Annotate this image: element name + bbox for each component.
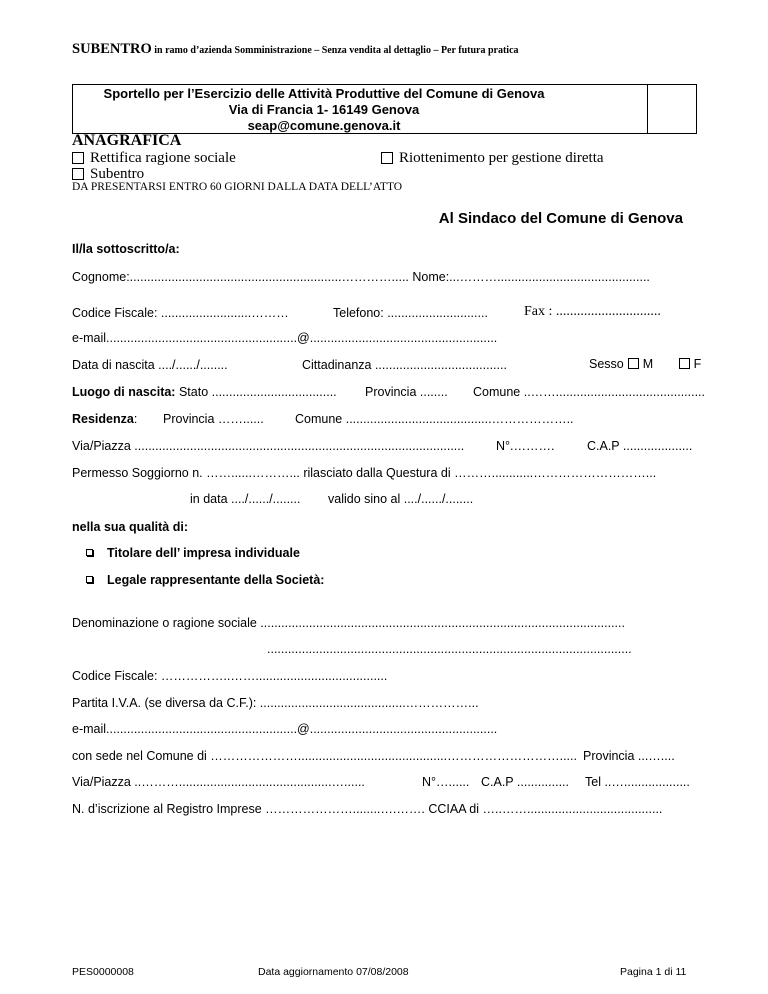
riottenimento-label: Riottenimento per gestione diretta xyxy=(399,150,604,166)
document-header-subtitle: in ramo d’azienda Somministrazione – Senza vendita al dettaglio – Per futura pratica xyxy=(151,45,519,56)
denominazione-field[interactable]: Denominazione o ragione sociale ......................................................................................................... xyxy=(72,616,625,630)
qualita-title: nella sua qualità di: xyxy=(72,520,188,534)
telefono-field[interactable]: Telefono: ............................. xyxy=(333,306,488,320)
titolare-checkbox-icon[interactable] xyxy=(86,549,93,556)
societa-numero-field[interactable]: N°…...... xyxy=(422,775,470,789)
footer-updated: Data aggiornamento 07/08/2008 xyxy=(258,966,409,978)
denominazione-field-cont[interactable]: ......................................................................................................... xyxy=(267,642,632,656)
societa-email-field[interactable]: e-mail.......................................................@...................................................... xyxy=(72,722,498,736)
residenza-row xyxy=(72,412,137,426)
legale-checkbox-icon[interactable] xyxy=(86,576,93,583)
residenza-label: Residenza xyxy=(72,412,134,426)
titolare-label: Titolare dell’ impresa individuale xyxy=(107,546,300,560)
residenza-colon: : xyxy=(133,412,138,426)
option-riottenimento[interactable] xyxy=(381,150,604,167)
permesso-field[interactable]: Permesso Soggiorno n. ……......………... rilasciato dalla Questura di ………............………………………... xyxy=(72,466,657,480)
sede-comune-field[interactable]: con sede nel Comune di …………………...........................................………………………..... xyxy=(72,749,577,763)
sesso-label: Sesso xyxy=(589,357,624,371)
residenza-comune-field[interactable]: Comune ..........................................……………….. xyxy=(295,412,574,426)
luogo-comune-field[interactable]: Comune ..……........................................... xyxy=(473,385,706,399)
partita-iva-field[interactable]: Partita I.V.A. (se diversa da C.F.): ..........................................……………... xyxy=(72,696,479,710)
registro-imprese-field[interactable]: N. d’iscrizione al Registro Imprese …………………........….……. CCIAA di …..……....................................... xyxy=(72,802,663,816)
societa-tel-field[interactable]: Tel ..…................... xyxy=(585,775,690,789)
fax-field[interactable]: Fax : .............................. xyxy=(524,304,661,319)
office-box-divider xyxy=(647,85,648,133)
office-address: Via di Francia 1- 16149 Genova xyxy=(228,102,420,117)
legale-label: Legale rappresentante della Società: xyxy=(107,573,325,587)
luogo-stato-field[interactable]: Stato .................................... xyxy=(175,385,337,399)
sesso-field xyxy=(589,357,701,371)
codice-fiscale-field[interactable]: Codice Fiscale: ..........................……… xyxy=(72,306,289,320)
office-name: Sportello per l’Esercizio delle Attività Produttive del Comune di Genova xyxy=(103,86,545,101)
luogo-nascita-label: Luogo di nascita: xyxy=(72,385,176,399)
office-email: seap@comune.genova.it xyxy=(247,118,401,133)
office-box-text xyxy=(73,86,575,134)
riottenimento-checkbox[interactable] xyxy=(381,152,393,164)
cognome-nome-field[interactable]: Cognome:.............................................................…………..... Nome:...………............................................ xyxy=(72,270,650,284)
rettifica-checkbox[interactable] xyxy=(72,152,84,164)
qualita-option-titolare[interactable] xyxy=(86,546,300,560)
societa-via-field[interactable]: Via/Piazza ..………............................................…...... xyxy=(72,775,365,789)
sesso-m-checkbox[interactable] xyxy=(628,358,639,369)
subentro-label: Subentro xyxy=(90,166,145,182)
document-header-title: SUBENTRO xyxy=(72,41,152,57)
footer-code: PES0000008 xyxy=(72,966,134,978)
sottoscritto-label: Il/la sottoscritto/a: xyxy=(72,242,180,256)
permesso-valido-field[interactable]: valido sino al ..../....../........ xyxy=(328,492,474,506)
qualita-option-legale[interactable] xyxy=(86,573,324,587)
footer-page: Pagina 1 di 11 xyxy=(620,966,687,978)
addressee: Al Sindaco del Comune di Genova xyxy=(438,210,683,227)
luogo-nascita-row xyxy=(72,385,337,399)
sesso-f-label: F xyxy=(693,357,702,371)
sede-provincia-field[interactable]: Provincia ...….... xyxy=(583,749,675,763)
rettifica-label: Rettifica ragione sociale xyxy=(90,150,236,166)
via-field[interactable]: Via/Piazza ............................................................................................... xyxy=(72,439,465,453)
sesso-m-label: M xyxy=(642,357,654,371)
cittadinanza-field[interactable]: Cittadinanza ...................................... xyxy=(302,358,507,372)
permesso-data-field[interactable]: in data ..../....../........ xyxy=(190,492,301,506)
document-header xyxy=(72,41,519,58)
data-nascita-field[interactable]: Data di nascita ..../....../........ xyxy=(72,358,228,372)
luogo-provincia-field[interactable]: Provincia ........ xyxy=(365,385,448,399)
sesso-f-checkbox[interactable] xyxy=(679,358,690,369)
societa-cap-field[interactable]: C.A.P ............... xyxy=(481,775,569,789)
residenza-provincia-field[interactable]: Provincia ……...... xyxy=(163,412,264,426)
email-field[interactable]: e-mail.......................................................@...................................................... xyxy=(72,331,498,345)
cap-field[interactable]: C.A.P .................... xyxy=(587,439,693,453)
numero-civico-field[interactable]: N°.………. xyxy=(496,439,555,453)
option-rettifica[interactable] xyxy=(72,150,236,167)
subentro-checkbox[interactable] xyxy=(72,168,84,180)
deadline-note: DA PRESENTARSI ENTRO 60 GIORNI DALLA DATA DELL’ATTO xyxy=(72,181,403,193)
office-box xyxy=(72,84,697,134)
societa-codice-fiscale-field[interactable]: Codice Fiscale: ……………..……...................................... xyxy=(72,669,388,683)
anagrafica-title: ANAGRAFICA xyxy=(72,132,182,149)
